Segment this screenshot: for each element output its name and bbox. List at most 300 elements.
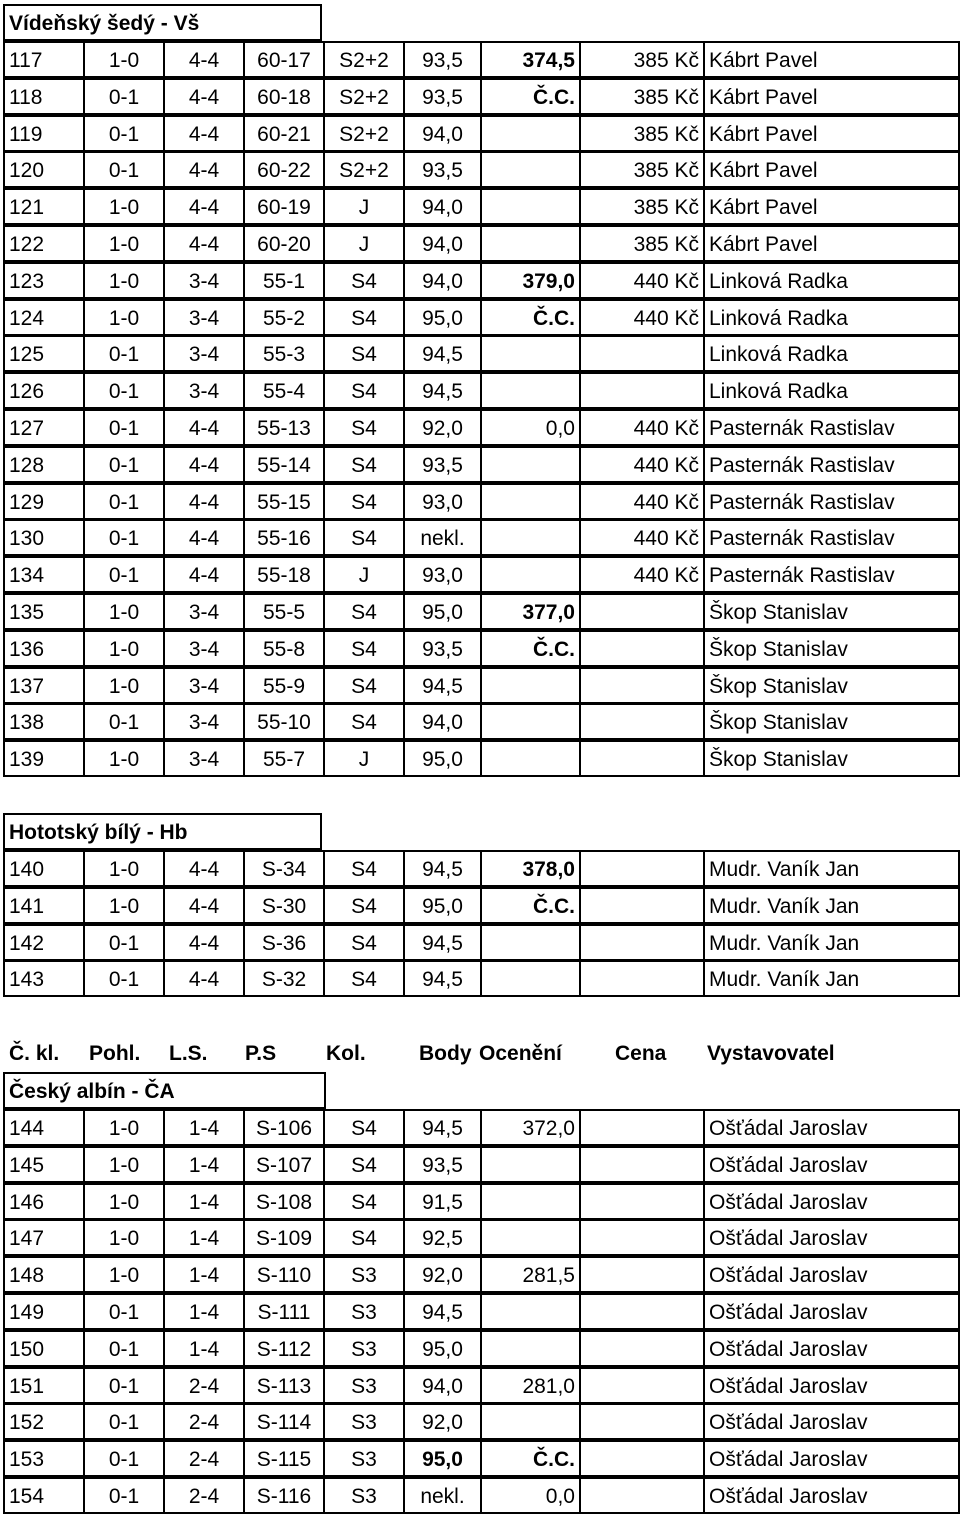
cell-ps: 55-7 xyxy=(243,740,325,777)
cell-award: 374,5 xyxy=(480,41,581,78)
cell-exhibitor: Ošťádal Jaroslav xyxy=(703,1403,960,1440)
cell-class: S3 xyxy=(323,1330,405,1367)
cell-points: 94,0 xyxy=(403,115,482,152)
cell-award xyxy=(480,1183,581,1220)
cell-sex: 0-1 xyxy=(83,409,165,446)
cell-id: 151 xyxy=(3,1367,85,1404)
cell-id: 130 xyxy=(3,519,85,556)
cell-sex: 0-1 xyxy=(83,519,165,556)
cell-price xyxy=(579,1219,705,1256)
cell-points: 93,0 xyxy=(403,483,482,520)
cell-class: S3 xyxy=(323,1293,405,1330)
cell-award xyxy=(480,115,581,152)
cell-award xyxy=(480,1146,581,1183)
cell-id: 138 xyxy=(3,703,85,740)
cell-ls: 4-4 xyxy=(163,188,245,225)
cell-points: 91,5 xyxy=(403,1183,482,1220)
cell-ls: 3-4 xyxy=(163,630,245,667)
header-cell: P.S xyxy=(245,1042,277,1065)
cell-points: 93,5 xyxy=(403,630,482,667)
cell-points: 93,5 xyxy=(403,446,482,483)
cell-ls: 3-4 xyxy=(163,593,245,630)
cell-price xyxy=(579,850,705,887)
cell-sex: 0-1 xyxy=(83,703,165,740)
header-cell: L.S. xyxy=(169,1042,208,1065)
cell-award xyxy=(480,151,581,188)
cell-price xyxy=(579,887,705,924)
header-cell: Vystavovatel xyxy=(707,1042,835,1065)
cell-award xyxy=(480,1403,581,1440)
cell-id: 123 xyxy=(3,262,85,299)
cell-price: 440 Kč xyxy=(579,483,705,520)
cell-class: J xyxy=(323,225,405,262)
cell-award: 281,0 xyxy=(480,1367,581,1404)
cell-sex: 0-1 xyxy=(83,151,165,188)
cell-price xyxy=(579,372,705,409)
cell-award: 281,5 xyxy=(480,1256,581,1293)
cell-award xyxy=(480,703,581,740)
cell-points: 94,5 xyxy=(403,960,482,997)
cell-points: 94,5 xyxy=(403,335,482,372)
cell-sex: 0-1 xyxy=(83,1403,165,1440)
cell-points: 94,5 xyxy=(403,850,482,887)
cell-exhibitor: Kábrt Pavel xyxy=(703,78,960,115)
cell-ls: 4-4 xyxy=(163,850,245,887)
cell-exhibitor: Škop Stanislav xyxy=(703,703,960,740)
cell-id: 150 xyxy=(3,1330,85,1367)
cell-sex: 0-1 xyxy=(83,483,165,520)
cell-award xyxy=(480,372,581,409)
cell-exhibitor: Škop Stanislav xyxy=(703,667,960,704)
cell-price xyxy=(579,1477,705,1514)
cell-exhibitor: Pasternák Rastislav xyxy=(703,519,960,556)
cell-class: S4 xyxy=(323,262,405,299)
cell-award xyxy=(480,1293,581,1330)
header-cell: Č. kl. xyxy=(9,1042,60,1065)
cell-class: J xyxy=(323,740,405,777)
cell-price xyxy=(579,1367,705,1404)
cell-ps: S-106 xyxy=(243,1109,325,1146)
cell-class: S2+2 xyxy=(323,78,405,115)
cell-class: S4 xyxy=(323,960,405,997)
cell-exhibitor: Ošťádal Jaroslav xyxy=(703,1477,960,1514)
cell-price xyxy=(579,1183,705,1220)
cell-exhibitor: Ošťádal Jaroslav xyxy=(703,1183,960,1220)
cell-id: 140 xyxy=(3,850,85,887)
cell-price: 440 Kč xyxy=(579,519,705,556)
cell-points: 92,0 xyxy=(403,1256,482,1293)
cell-points: 94,5 xyxy=(403,372,482,409)
cell-id: 135 xyxy=(3,593,85,630)
cell-id: 121 xyxy=(3,188,85,225)
cell-exhibitor: Škop Stanislav xyxy=(703,593,960,630)
cell-price: 440 Kč xyxy=(579,556,705,593)
cell-price xyxy=(579,960,705,997)
cell-ls: 3-4 xyxy=(163,372,245,409)
cell-id: 118 xyxy=(3,78,85,115)
cell-sex: 1-0 xyxy=(83,593,165,630)
cell-exhibitor: Kábrt Pavel xyxy=(703,225,960,262)
cell-sex: 1-0 xyxy=(83,1256,165,1293)
cell-class: S4 xyxy=(323,593,405,630)
cell-ls: 4-4 xyxy=(163,887,245,924)
cell-exhibitor: Kábrt Pavel xyxy=(703,41,960,78)
cell-id: 119 xyxy=(3,115,85,152)
cell-ps: 60-21 xyxy=(243,115,325,152)
cell-price: 385 Kč xyxy=(579,151,705,188)
cell-ps: S-108 xyxy=(243,1183,325,1220)
cell-class: S4 xyxy=(323,887,405,924)
cell-class: S3 xyxy=(323,1440,405,1477)
cell-sex: 1-0 xyxy=(83,667,165,704)
cell-points: nekl. xyxy=(403,1477,482,1514)
cell-ls: 1-4 xyxy=(163,1146,245,1183)
cell-class: S3 xyxy=(323,1256,405,1293)
cell-sex: 1-0 xyxy=(83,1219,165,1256)
cell-sex: 1-0 xyxy=(83,630,165,667)
cell-sex: 1-0 xyxy=(83,262,165,299)
cell-ps: S-116 xyxy=(243,1477,325,1514)
cell-award: 0,0 xyxy=(480,409,581,446)
cell-points: 95,0 xyxy=(403,299,482,336)
cell-ls: 1-4 xyxy=(163,1183,245,1220)
cell-points: 94,5 xyxy=(403,1109,482,1146)
cell-class: S4 xyxy=(323,1183,405,1220)
cell-ls: 1-4 xyxy=(163,1109,245,1146)
cell-exhibitor: Pasternák Rastislav xyxy=(703,446,960,483)
cell-sex: 0-1 xyxy=(83,556,165,593)
cell-points: 92,5 xyxy=(403,1219,482,1256)
cell-points: 94,0 xyxy=(403,703,482,740)
cell-ps: S-110 xyxy=(243,1256,325,1293)
cell-ps: 55-4 xyxy=(243,372,325,409)
cell-ps: 60-19 xyxy=(243,188,325,225)
cell-id: 127 xyxy=(3,409,85,446)
cell-ls: 4-4 xyxy=(163,409,245,446)
cell-ls: 4-4 xyxy=(163,41,245,78)
cell-sex: 0-1 xyxy=(83,924,165,961)
cell-id: 143 xyxy=(3,960,85,997)
cell-exhibitor: Ošťádal Jaroslav xyxy=(703,1367,960,1404)
cell-id: 126 xyxy=(3,372,85,409)
cell-award: Č.C. xyxy=(480,630,581,667)
cell-ls: 1-4 xyxy=(163,1293,245,1330)
cell-points: 95,0 xyxy=(403,1330,482,1367)
cell-exhibitor: Kábrt Pavel xyxy=(703,188,960,225)
cell-price: 385 Kč xyxy=(579,115,705,152)
cell-ls: 4-4 xyxy=(163,78,245,115)
cell-ls: 4-4 xyxy=(163,115,245,152)
cell-ls: 4-4 xyxy=(163,556,245,593)
cell-award: Č.C. xyxy=(480,887,581,924)
cell-ls: 4-4 xyxy=(163,151,245,188)
cell-price xyxy=(579,1403,705,1440)
cell-ls: 3-4 xyxy=(163,262,245,299)
cell-price xyxy=(579,703,705,740)
cell-class: S2+2 xyxy=(323,41,405,78)
cell-ls: 2-4 xyxy=(163,1477,245,1514)
cell-points: 93,5 xyxy=(403,41,482,78)
cell-id: 134 xyxy=(3,556,85,593)
cell-points: 95,0 xyxy=(403,740,482,777)
cell-class: S4 xyxy=(323,630,405,667)
cell-id: 128 xyxy=(3,446,85,483)
header-cell: Ocenění xyxy=(479,1042,562,1065)
cell-points: 95,0 xyxy=(403,593,482,630)
cell-ps: 55-10 xyxy=(243,703,325,740)
header-cell: Kol. xyxy=(326,1042,366,1065)
cell-id: 137 xyxy=(3,667,85,704)
cell-ps: 55-18 xyxy=(243,556,325,593)
cell-sex: 0-1 xyxy=(83,1330,165,1367)
cell-ps: S-115 xyxy=(243,1440,325,1477)
cell-class: S4 xyxy=(323,667,405,704)
cell-exhibitor: Ošťádal Jaroslav xyxy=(703,1440,960,1477)
cell-award xyxy=(480,1219,581,1256)
cell-exhibitor: Linková Radka xyxy=(703,262,960,299)
cell-class: S4 xyxy=(323,372,405,409)
cell-ps: S-111 xyxy=(243,1293,325,1330)
cell-ps: 55-14 xyxy=(243,446,325,483)
cell-sex: 1-0 xyxy=(83,1146,165,1183)
cell-price xyxy=(579,1330,705,1367)
cell-sex: 0-1 xyxy=(83,1440,165,1477)
cell-price: 385 Kč xyxy=(579,41,705,78)
cell-points: 93,5 xyxy=(403,151,482,188)
cell-sex: 0-1 xyxy=(83,1367,165,1404)
cell-class: S4 xyxy=(323,446,405,483)
cell-ps: 55-15 xyxy=(243,483,325,520)
cell-exhibitor: Kábrt Pavel xyxy=(703,151,960,188)
cell-id: 125 xyxy=(3,335,85,372)
cell-class: S4 xyxy=(323,850,405,887)
cell-exhibitor: Ošťádal Jaroslav xyxy=(703,1330,960,1367)
cell-ps: S-114 xyxy=(243,1403,325,1440)
cell-ls: 2-4 xyxy=(163,1403,245,1440)
cell-points: 94,0 xyxy=(403,262,482,299)
cell-id: 122 xyxy=(3,225,85,262)
cell-points: 94,0 xyxy=(403,225,482,262)
cell-ps: 55-5 xyxy=(243,593,325,630)
cell-class: S2+2 xyxy=(323,115,405,152)
cell-ls: 4-4 xyxy=(163,483,245,520)
cell-award: Č.C. xyxy=(480,1440,581,1477)
cell-award xyxy=(480,556,581,593)
cell-points: 95,0 xyxy=(403,1440,482,1477)
cell-ps: S-113 xyxy=(243,1367,325,1404)
cell-sex: 0-1 xyxy=(83,78,165,115)
cell-exhibitor: Linková Radka xyxy=(703,299,960,336)
cell-ls: 3-4 xyxy=(163,299,245,336)
cell-id: 141 xyxy=(3,887,85,924)
cell-price: 385 Kč xyxy=(579,225,705,262)
cell-id: 136 xyxy=(3,630,85,667)
cell-exhibitor: Ošťádal Jaroslav xyxy=(703,1256,960,1293)
cell-id: 153 xyxy=(3,1440,85,1477)
cell-points: 94,0 xyxy=(403,1367,482,1404)
cell-class: S2+2 xyxy=(323,151,405,188)
cell-ps: 55-3 xyxy=(243,335,325,372)
cell-points: 95,0 xyxy=(403,887,482,924)
cell-sex: 1-0 xyxy=(83,740,165,777)
cell-ls: 4-4 xyxy=(163,225,245,262)
cell-points: 93,5 xyxy=(403,1146,482,1183)
cell-class: S4 xyxy=(323,1109,405,1146)
cell-ps: S-36 xyxy=(243,924,325,961)
cell-class: S3 xyxy=(323,1403,405,1440)
cell-exhibitor: Škop Stanislav xyxy=(703,630,960,667)
cell-ps: 55-2 xyxy=(243,299,325,336)
cell-class: S3 xyxy=(323,1367,405,1404)
cell-ls: 1-4 xyxy=(163,1256,245,1293)
cell-exhibitor: Kábrt Pavel xyxy=(703,115,960,152)
cell-price xyxy=(579,1293,705,1330)
cell-exhibitor: Pasternák Rastislav xyxy=(703,556,960,593)
cell-id: 124 xyxy=(3,299,85,336)
cell-price xyxy=(579,667,705,704)
cell-price xyxy=(579,1109,705,1146)
cell-price: 440 Kč xyxy=(579,409,705,446)
cell-award xyxy=(480,225,581,262)
cell-ps: 55-9 xyxy=(243,667,325,704)
cell-award xyxy=(480,924,581,961)
cell-id: 145 xyxy=(3,1146,85,1183)
cell-id: 147 xyxy=(3,1219,85,1256)
cell-price: 440 Kč xyxy=(579,446,705,483)
cell-id: 117 xyxy=(3,41,85,78)
cell-exhibitor: Linková Radka xyxy=(703,335,960,372)
cell-award: Č.C. xyxy=(480,78,581,115)
cell-award xyxy=(480,740,581,777)
cell-price: 440 Kč xyxy=(579,262,705,299)
cell-id: 146 xyxy=(3,1183,85,1220)
section-title: Hototský bílý - Hb xyxy=(3,813,322,850)
cell-award: 379,0 xyxy=(480,262,581,299)
cell-class: S4 xyxy=(323,483,405,520)
cell-class: S4 xyxy=(323,703,405,740)
cell-ls: 4-4 xyxy=(163,446,245,483)
cell-ls: 3-4 xyxy=(163,740,245,777)
cell-exhibitor: Mudr. Vaník Jan xyxy=(703,960,960,997)
cell-award: 0,0 xyxy=(480,1477,581,1514)
cell-ps: 55-16 xyxy=(243,519,325,556)
cell-id: 129 xyxy=(3,483,85,520)
cell-exhibitor: Ošťádal Jaroslav xyxy=(703,1109,960,1146)
cell-points: 92,0 xyxy=(403,409,482,446)
cell-ls: 1-4 xyxy=(163,1330,245,1367)
cell-ls: 4-4 xyxy=(163,924,245,961)
cell-award: 377,0 xyxy=(480,593,581,630)
cell-ls: 2-4 xyxy=(163,1440,245,1477)
cell-points: nekl. xyxy=(403,519,482,556)
cell-award xyxy=(480,188,581,225)
cell-sex: 0-1 xyxy=(83,1293,165,1330)
cell-points: 94,0 xyxy=(403,188,482,225)
header-cell: Cena xyxy=(615,1042,667,1065)
cell-award: 372,0 xyxy=(480,1109,581,1146)
cell-price: 385 Kč xyxy=(579,78,705,115)
cell-ps: S-109 xyxy=(243,1219,325,1256)
cell-price xyxy=(579,593,705,630)
cell-sex: 1-0 xyxy=(83,1183,165,1220)
cell-award xyxy=(480,519,581,556)
cell-award xyxy=(480,335,581,372)
cell-ps: S-107 xyxy=(243,1146,325,1183)
cell-sex: 0-1 xyxy=(83,446,165,483)
cell-sex: 0-1 xyxy=(83,1477,165,1514)
cell-class: S4 xyxy=(323,924,405,961)
cell-award xyxy=(480,1330,581,1367)
cell-points: 94,5 xyxy=(403,1293,482,1330)
cell-sex: 0-1 xyxy=(83,372,165,409)
cell-price xyxy=(579,1256,705,1293)
cell-id: 144 xyxy=(3,1109,85,1146)
cell-ps: S-112 xyxy=(243,1330,325,1367)
cell-ls: 3-4 xyxy=(163,703,245,740)
cell-id: 139 xyxy=(3,740,85,777)
cell-exhibitor: Mudr. Vaník Jan xyxy=(703,887,960,924)
cell-ls: 3-4 xyxy=(163,667,245,704)
cell-ps: S-34 xyxy=(243,850,325,887)
cell-ps: 60-22 xyxy=(243,151,325,188)
cell-class: S4 xyxy=(323,1146,405,1183)
cell-sex: 0-1 xyxy=(83,960,165,997)
header-cell: Pohl. xyxy=(89,1042,141,1065)
cell-ps: 60-17 xyxy=(243,41,325,78)
cell-sex: 1-0 xyxy=(83,1109,165,1146)
cell-award: Č.C. xyxy=(480,299,581,336)
cell-award xyxy=(480,667,581,704)
cell-ps: S-30 xyxy=(243,887,325,924)
cell-exhibitor: Ošťádal Jaroslav xyxy=(703,1293,960,1330)
cell-price xyxy=(579,630,705,667)
cell-ls: 4-4 xyxy=(163,519,245,556)
cell-exhibitor: Ošťádal Jaroslav xyxy=(703,1146,960,1183)
cell-sex: 1-0 xyxy=(83,225,165,262)
cell-points: 94,5 xyxy=(403,924,482,961)
cell-id: 154 xyxy=(3,1477,85,1514)
cell-class: J xyxy=(323,556,405,593)
cell-award xyxy=(480,446,581,483)
cell-award: 378,0 xyxy=(480,850,581,887)
cell-sex: 1-0 xyxy=(83,188,165,225)
section-title: Český albín - ČA xyxy=(3,1072,326,1109)
cell-ps: 60-20 xyxy=(243,225,325,262)
cell-price xyxy=(579,740,705,777)
cell-points: 93,5 xyxy=(403,78,482,115)
cell-exhibitor: Škop Stanislav xyxy=(703,740,960,777)
cell-class: S4 xyxy=(323,335,405,372)
cell-exhibitor: Pasternák Rastislav xyxy=(703,409,960,446)
cell-exhibitor: Mudr. Vaník Jan xyxy=(703,924,960,961)
cell-id: 120 xyxy=(3,151,85,188)
cell-class: J xyxy=(323,188,405,225)
cell-id: 142 xyxy=(3,924,85,961)
cell-class: S4 xyxy=(323,299,405,336)
cell-points: 93,0 xyxy=(403,556,482,593)
cell-price xyxy=(579,1146,705,1183)
cell-ps: 55-13 xyxy=(243,409,325,446)
cell-exhibitor: Pasternák Rastislav xyxy=(703,483,960,520)
cell-points: 92,0 xyxy=(403,1403,482,1440)
cell-sex: 1-0 xyxy=(83,850,165,887)
cell-price: 385 Kč xyxy=(579,188,705,225)
section-title: Vídeňský šedý - Vš xyxy=(3,4,322,41)
cell-price: 440 Kč xyxy=(579,299,705,336)
cell-sex: 1-0 xyxy=(83,299,165,336)
cell-sex: 0-1 xyxy=(83,115,165,152)
cell-id: 149 xyxy=(3,1293,85,1330)
